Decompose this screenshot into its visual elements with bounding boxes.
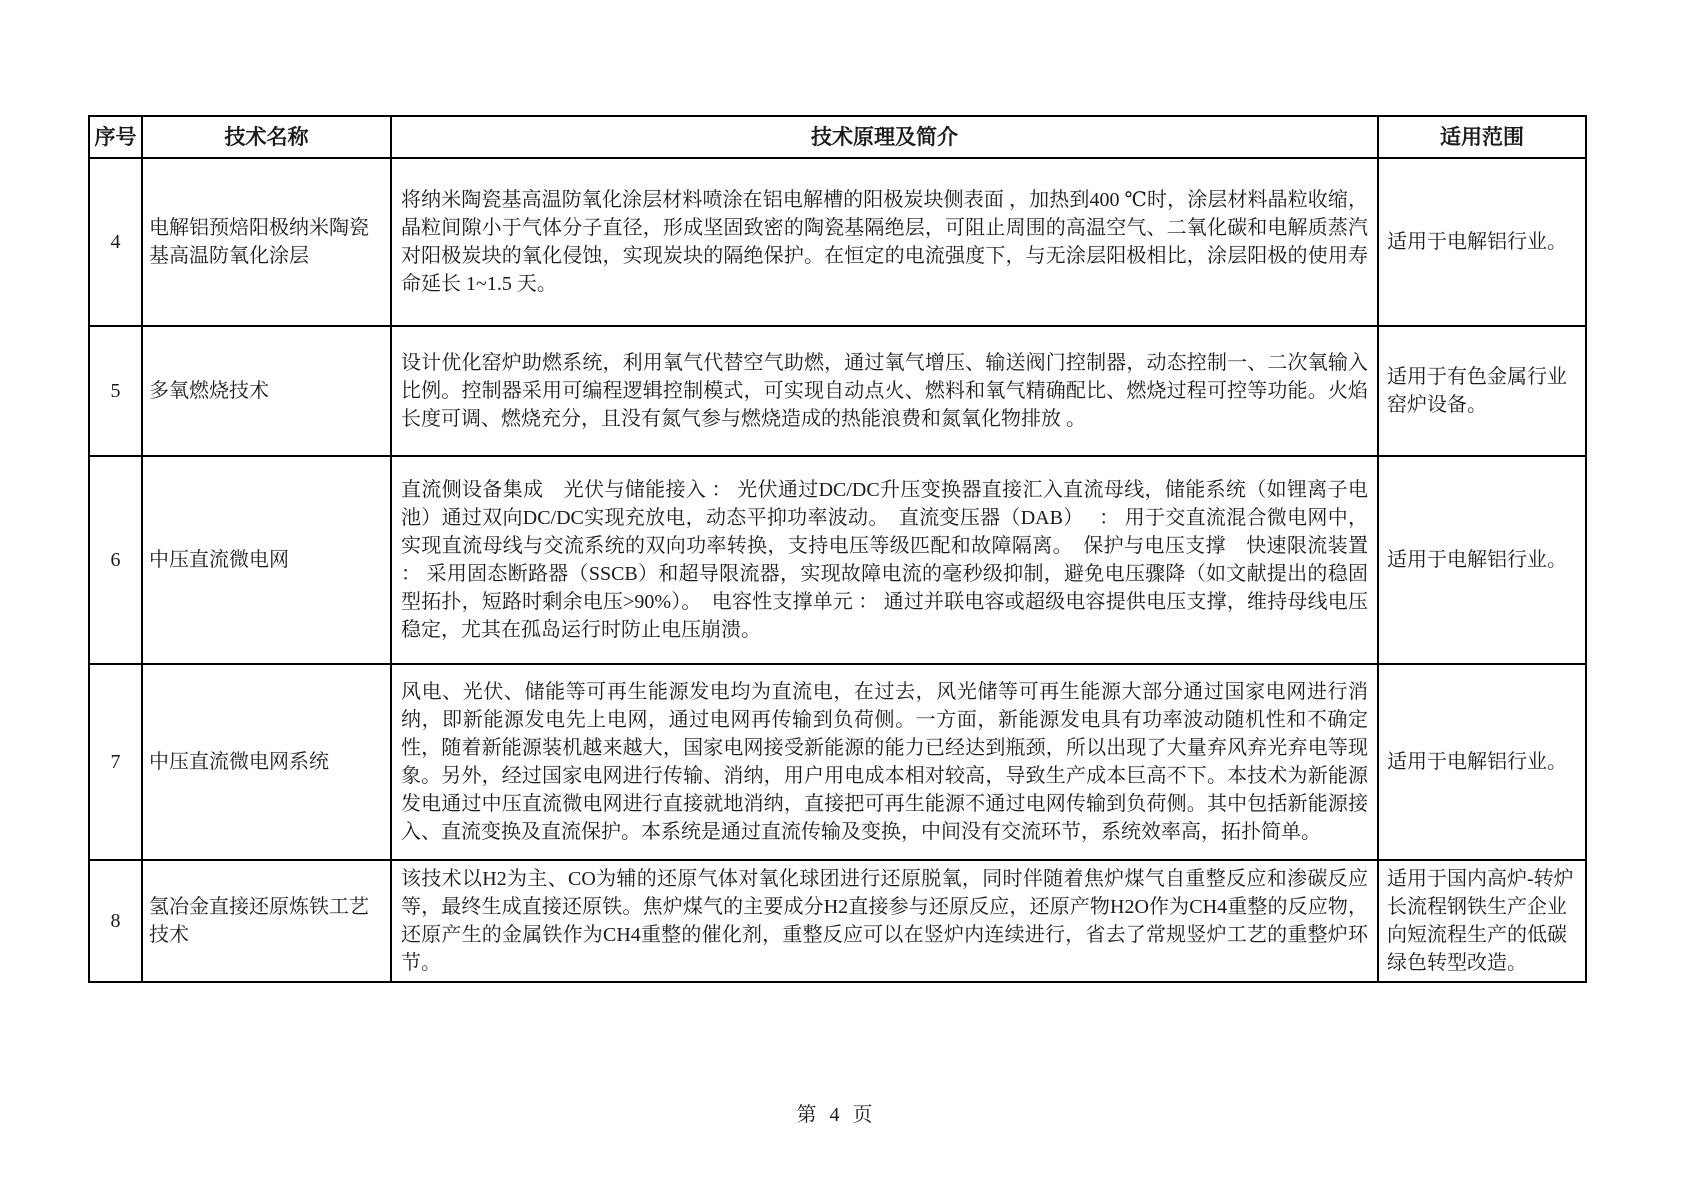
row-number-cell: 6 xyxy=(89,456,142,664)
row-number-cell: 7 xyxy=(89,664,142,860)
tech-description-cell: 风电、光伏、储能等可再生能源发电均为直流电，在过去，风光储等可再生能源大部分通过国家电网进行消纳，即新能源发电先上电网，通过电网再传输到负荷侧。一方面，新能源发电具有功率波动随机性和不确定性，随着新能源装机越来越大，国家电网接受新能源的能力已经达到瓶颈，所以出现了大量弃风弃光弃电等现象。另外，经过国家电网进行传输、消纳，用户用电成本相对较高，导致生产成本巨高不下。本技术为新能源发电通过中压直流微电网进行直接就地消纳，直接把可再生能源不通过电网传输到负荷侧。其中包括新能源接入、直流变换及直流保护。本系统是通过直流传输及变换，中间没有交流环节，系统效率高，拓扑简单。 xyxy=(391,664,1378,860)
header-serial-number: 序号 xyxy=(89,116,142,158)
scope-cell: 适用于电解铝行业。 xyxy=(1378,158,1586,326)
tech-name-cell: 中压直流微电网 xyxy=(142,456,391,664)
header-scope: 适用范围 xyxy=(1378,116,1586,158)
tech-name-cell: 氢冶金直接还原炼铁工艺技术 xyxy=(142,860,391,982)
tech-description-cell: 将纳米陶瓷基高温防氧化涂层材料喷涂在铝电解槽的阳极炭块侧表面 ，加热到400 ℃时，涂层材料晶粒收缩，晶粒间隙小于气体分子直径，形成坚固致密的陶瓷基隔绝层，可阻止周围的高温空气、二氧化碳和电解质蒸汽对阳极炭块的氧化侵蚀，实现炭块的隔绝保护。在恒定的电流强度下，与无涂层阳极相比，涂层阳极的使用寿命延长 1~1.5 天。 xyxy=(391,158,1378,326)
tech-description-cell: 该技术以H2为主、CO为辅的还原气体对氧化球团进行还原脱氧，同时伴随着焦炉煤气自重整反应和渗碳反应等，最终生成直接还原铁。焦炉煤气的主要成分H2直接参与还原反应，还原产物H2O作为CH4重整的反应物，还原产生的金属铁作为CH4重整的催化剂，重整反应可以在竖炉内连续进行，省去了常规竖炉工艺的重整炉环节。 xyxy=(391,860,1378,982)
scope-cell: 适用于有色金属行业窑炉设备。 xyxy=(1378,326,1586,456)
header-tech-principle: 技术原理及简介 xyxy=(391,116,1378,158)
page-number: 第 4 页 xyxy=(796,1104,877,1126)
technology-table xyxy=(88,115,1587,983)
table-row xyxy=(89,158,1586,326)
table-header-row xyxy=(89,116,1586,158)
table-row xyxy=(89,326,1586,456)
tech-description-cell: 设计优化窑炉助燃系统，利用氧气代替空气助燃，通过氧气增压、输送阀门控制器，动态控制一、二次氧输入比例。控制器采用可编程逻辑控制模式，可实现自动点火、燃料和氧气精确配比、燃烧过程可控等功能。火焰长度可调、燃烧充分，且没有氮气参与燃烧造成的热能浪费和氮氧化物排放 。 xyxy=(391,326,1378,456)
header-tech-name: 技术名称 xyxy=(142,116,391,158)
tech-name-cell: 电解铝预焙阳极纳米陶瓷基高温防氧化涂层 xyxy=(142,158,391,326)
tech-description-cell: 直流侧设备集成 光伏与储能接入 ： 光伏通过DC/DC升压变换器直接汇入直流母线，储能系统（如锂离子电池）通过双向DC/DC实现充放电，动态平抑功率波动。 直流变压器（DAB） ： 用于交直流混合微电网中，实现直流母线与交流系统的双向功率转换，支持电压等级匹配和故障隔离。 保护与电压支撑 快速限流装置 ： 采用固态断路器（SSCB）和超导限流器，实现故障电流的毫秒级抑制，避免电压骤降（如文献提出的稳固型拓扑，短路时剩余电压>90%）。 电容性支撑单元 ： 通过并联电容或超级电容提供电压支撑，维持母线电压稳定，尤其在孤岛运行时防止电压崩溃。 xyxy=(391,456,1378,664)
scope-cell: 适用于电解铝行业。 xyxy=(1378,664,1586,860)
row-number-cell: 5 xyxy=(89,326,142,456)
scope-cell: 适用于电解铝行业。 xyxy=(1378,456,1586,664)
table-row xyxy=(89,860,1586,982)
table-row xyxy=(89,664,1586,860)
table-row xyxy=(89,456,1586,664)
scope-cell: 适用于国内高炉-转炉长流程钢铁生产企业向短流程生产的低碳绿色转型改造。 xyxy=(1378,860,1586,982)
row-number-cell: 8 xyxy=(89,860,142,982)
tech-name-cell: 中压直流微电网系统 xyxy=(142,664,391,860)
row-number-cell: 4 xyxy=(89,158,142,326)
tech-name-cell: 多氧燃烧技术 xyxy=(142,326,391,456)
